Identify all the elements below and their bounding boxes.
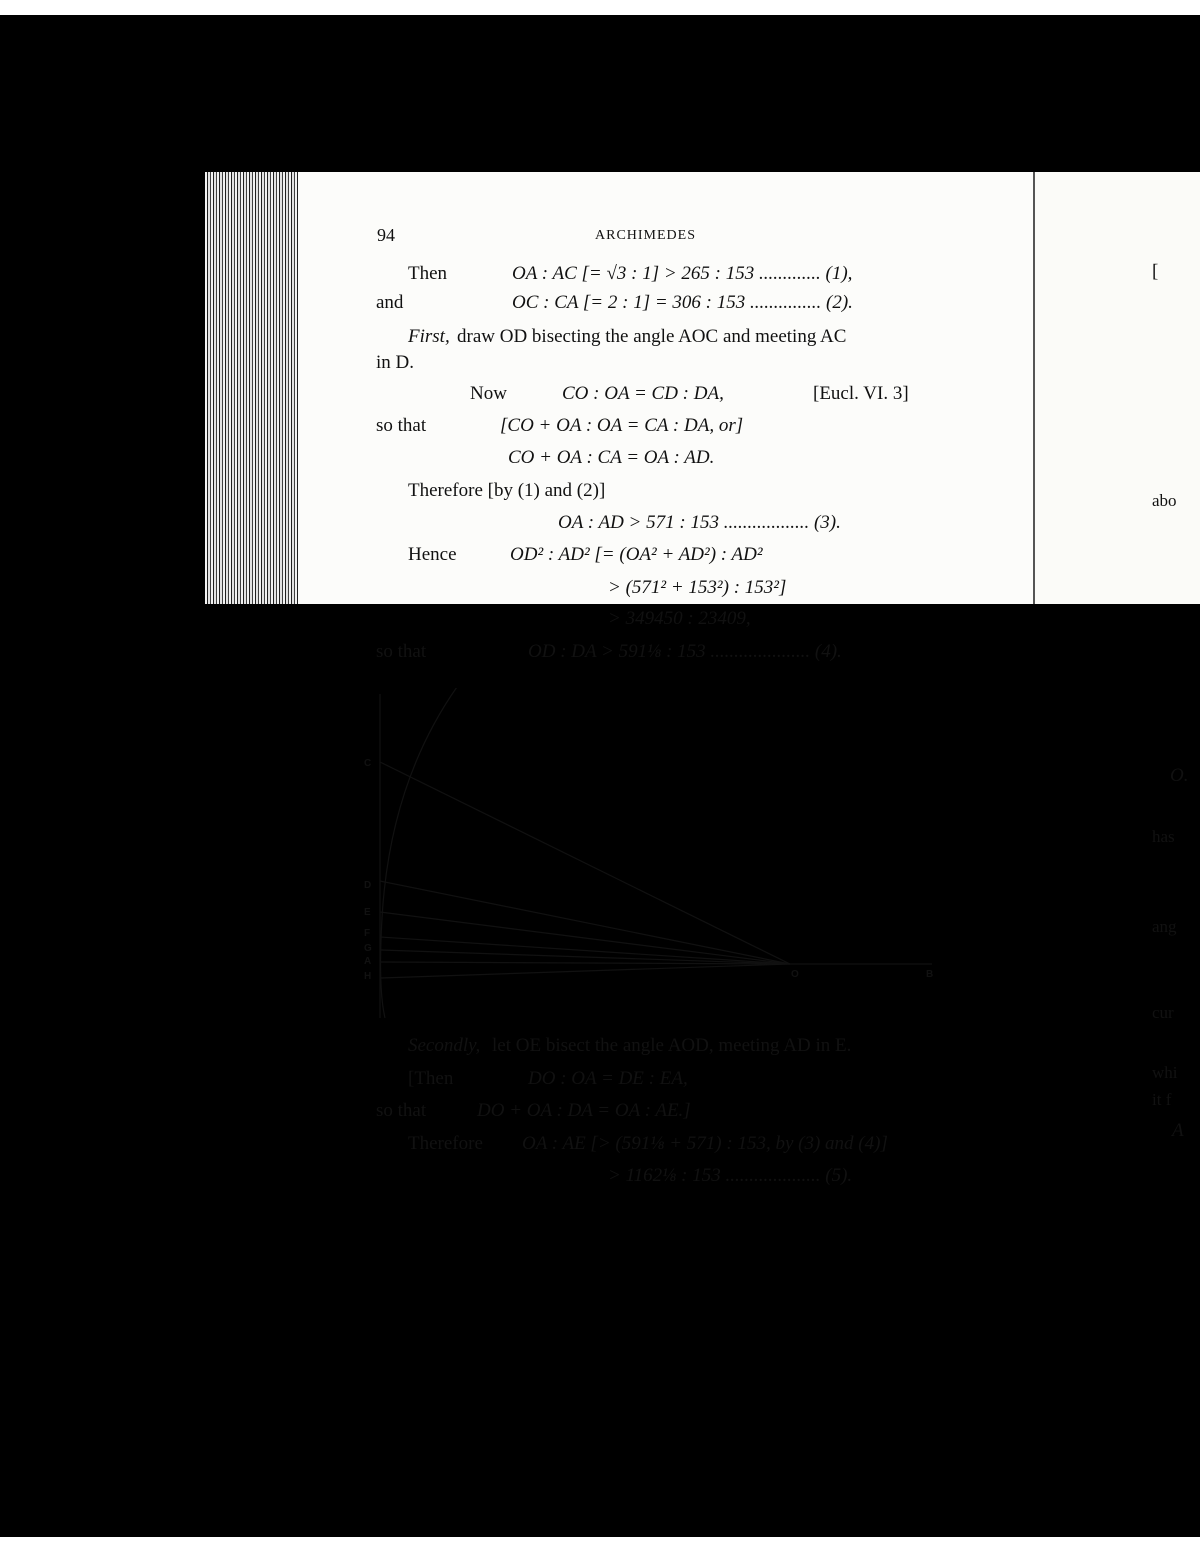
line-4-text: in D. [376,352,414,373]
line-2-equation: OC : CA [= 2 : 1] = 306 : 153 ............... (2). [512,292,853,313]
line-10-lead: Hence [408,544,457,565]
line-18-equation: > 1162⅛ : 153 .................... (5). [608,1165,853,1186]
facing-fragment-9: A [1172,1120,1184,1141]
label-E: E [364,907,371,918]
line-OC [380,762,790,964]
line-13-lead: so that [376,641,427,662]
label-A: A [364,956,372,967]
line-2-lead: and [376,292,404,313]
facing-fragment-7: whi [1152,1063,1178,1082]
line-5-lead: Now [470,383,507,404]
label-H: H [364,971,372,982]
line-6-equation: [CO + OA : OA = CA : DA, or] [500,415,744,436]
line-9-equation: OA : AD > 571 : 153 .................. (3). [558,512,841,533]
line-5-reference: [Eucl. VI. 3] [813,383,909,404]
facing-fragment-3: O. [1170,765,1189,786]
line-13-equation: OD : DA > 591⅛ : 153 ..................... (4). [528,641,842,662]
facing-fragment-8: it f [1152,1090,1172,1109]
facing-page [1033,172,1200,604]
line-3-emphasis: First, [408,326,450,347]
facing-fragment-5: ang [1152,917,1177,936]
page-number: 94 [377,225,395,245]
label-F: F [364,928,371,939]
line-8-text: Therefore [by (1) and (2)] [408,480,606,501]
scan-bottom-margin [0,1537,1200,1552]
line-3-text: draw OD bisecting the angle AOC and meeting AC [457,326,847,347]
line-17-lead: Therefore [408,1133,483,1154]
line-12-equation: > 349450 : 23409, [608,608,751,629]
line-17-equation: OA : AE [> (591⅛ + 571) : 153, by (3) and (4)] [522,1133,888,1154]
facing-fragment-6: cur [1152,1003,1174,1022]
line-7-equation: CO + OA : CA = OA : AD. [508,447,715,468]
label-C: C [364,758,372,769]
geometric-figure [360,688,950,1023]
facing-fragment-4: has [1152,827,1175,846]
line-14-text: let OE bisect the angle AOD, meeting AD in E. [492,1035,852,1056]
circle-arc [381,688,462,1018]
label-D: D [364,880,372,891]
book-page-edges [205,172,300,604]
facing-fragment-1: [ [1152,261,1159,282]
line-1-equation: OA : AC [= √3 : 1] > 265 : 153 ............. (1), [512,263,853,284]
facing-fragment-2: abo [1152,491,1177,510]
line-1-lead: Then [408,263,448,284]
line-11-equation: > (571² + 153²) : 153²] [608,577,787,598]
running-title: ARCHIMEDES [595,228,697,243]
line-OE [380,912,790,964]
label-O: O [791,969,799,980]
line-10-equation: OD² : AD² [= (OA² + AD²) : AD² [510,544,763,565]
line-6-lead: so that [376,415,427,436]
line-15-equation: DO : OA = DE : EA, [528,1068,688,1089]
line-OF [380,937,790,964]
line-OH [380,964,790,978]
label-G: G [364,943,372,954]
line-15-lead: [Then [408,1068,454,1089]
line-5-equation: CO : OA = CD : DA, [562,383,724,404]
line-16-lead: so that [376,1100,427,1121]
scan-top-margin [0,0,1200,15]
line-16-equation: DO + OA : DA = OA : AE.] [477,1100,691,1121]
label-B: B [926,969,934,980]
line-14-emphasis: Secondly, [408,1035,481,1056]
